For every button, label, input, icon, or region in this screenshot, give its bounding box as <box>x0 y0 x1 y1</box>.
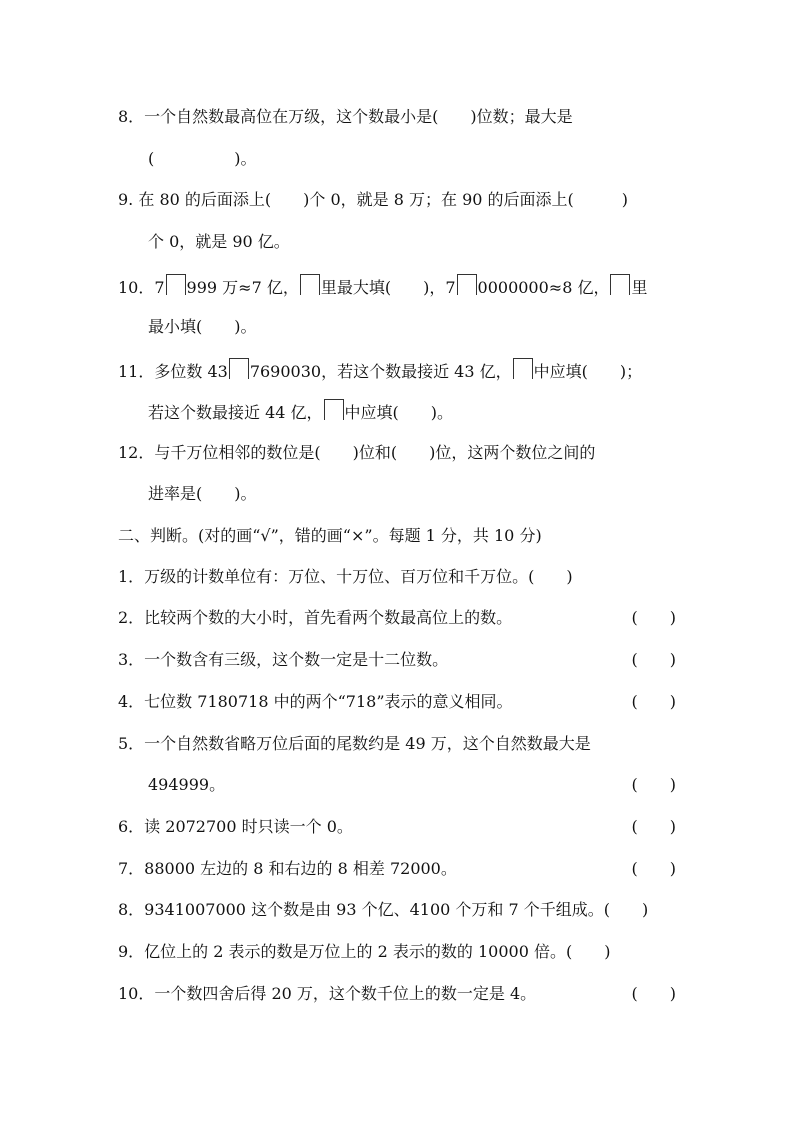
q8-line2: ( )。 <box>148 149 257 168</box>
q12-line1: 12．与千万位相邻的数位是( )位和( )位，这两个数位之间的 <box>118 443 596 462</box>
judge-item-4: 4．七位数 7180718 中的两个“718”表示的意义相同。 ( ) <box>118 689 676 715</box>
judge-item-9: 9．亿位上的 2 表示的数是万位上的 2 表示的数的 10000 倍。( ) <box>118 942 611 961</box>
judge-item-2: 2．比较两个数的大小时，首先看两个数最高位上的数。 ( ) <box>118 605 676 631</box>
judge-item-8: 8．9341007000 这个数是由 93 个亿、4100 个万和 7 个千组成。( ) <box>118 900 649 919</box>
judge-item-10: 10．一个数四舍后得 20 万，这个数千位上的数一定是 4。 ( ) <box>118 981 676 1007</box>
answer-paren[interactable]: ( ) <box>631 984 676 1003</box>
judge-item-7: 7．88000 左边的 8 和右边的 8 相差 72000。 ( ) <box>118 856 676 882</box>
answer-paren[interactable]: ( ) <box>631 650 676 669</box>
q10-line2: 最小填( )。 <box>148 317 257 336</box>
q11-line1: 11．多位数 43 7690030，若这个数最接近 43 亿， 中应填( )； <box>118 358 676 384</box>
judge-item-1: 1．万级的计数单位有：万位、十万位、百万位和千万位。( ) <box>118 567 573 586</box>
q12-line2: 进率是( )。 <box>148 484 257 503</box>
q9-line2: 个 0，就是 90 亿。 <box>148 232 290 251</box>
judge-item-3: 3．一个数含有三级，这个数一定是十二位数。 ( ) <box>118 647 676 673</box>
q8-line1: 8．一个自然数最高位在万级，这个数最小是( )位数；最大是 <box>118 107 573 126</box>
blank-box[interactable] <box>513 358 533 379</box>
q11-line2: 若这个数最接近 44 亿， 中应填( )。 <box>148 399 684 425</box>
blank-box[interactable] <box>610 274 630 295</box>
q10-line1: 10．7 999 万≈7 亿， 里最大填( )，7 0000000≈8 亿， 里 <box>118 274 676 300</box>
answer-paren[interactable]: ( ) <box>631 692 676 711</box>
section-heading: 二、判断。(对的画“√”，错的画“×”。每题 1 分，共 10 分) <box>118 526 542 545</box>
answer-paren[interactable]: ( ) <box>631 817 676 836</box>
blank-box[interactable] <box>300 274 320 295</box>
blank-box[interactable] <box>166 274 186 295</box>
judge-item-6: 6．读 2072700 时只读一个 0。 ( ) <box>118 814 676 840</box>
blank-box[interactable] <box>229 358 249 379</box>
judge-item-5: 5．一个自然数省略万位后面的尾数约是 49 万，这个自然数最大是 <box>118 734 591 753</box>
blank-box[interactable] <box>457 274 477 295</box>
q9-line1: 9. 在 80 的后面添上( )个 0，就是 8 万；在 90 的后面添上( ) <box>118 190 629 209</box>
answer-paren[interactable]: ( ) <box>631 608 676 627</box>
judge-item-5-line2: 494999。 ( ) <box>148 772 676 798</box>
answer-paren[interactable]: ( ) <box>631 775 676 794</box>
answer-paren[interactable]: ( ) <box>631 859 676 878</box>
blank-box[interactable] <box>324 399 344 420</box>
